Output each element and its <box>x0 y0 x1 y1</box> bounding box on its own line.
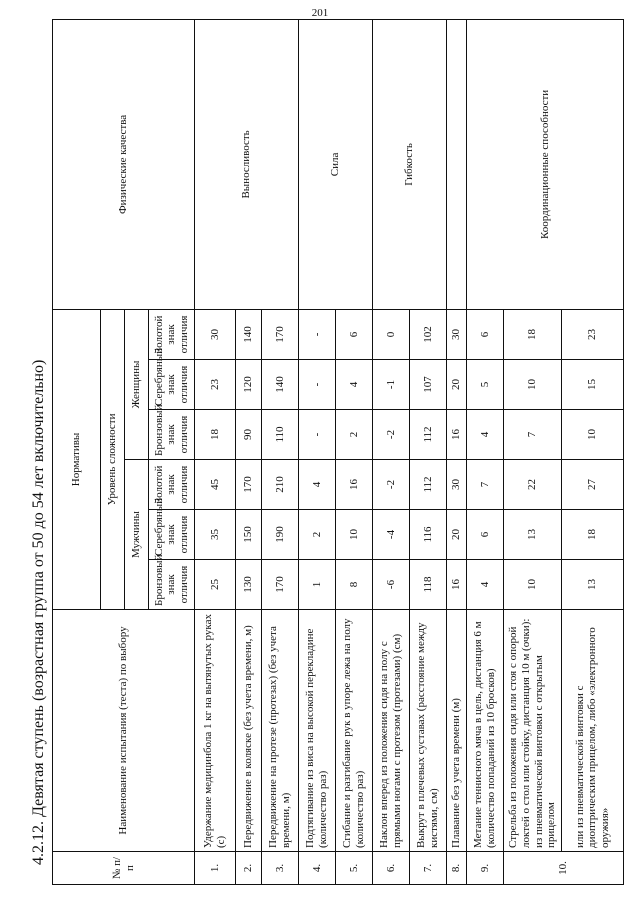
test-name: Удержание медицинбола 1 кг на вытянутых руках (с) <box>195 610 236 852</box>
value-men-silver: 10 <box>336 510 373 560</box>
row-number: 2. <box>236 852 262 885</box>
value-men-bronze: 1 <box>299 560 336 610</box>
value-men-bronze: 118 <box>410 560 447 610</box>
test-name: Плавание без учета времени (м) <box>447 610 467 852</box>
test-name: Подтягивание из виса на высокой перекладине (количество раз) <box>299 610 336 852</box>
test-name: Сгибание и разгибание рук в упоре лежа на полу (количество раз) <box>336 610 373 852</box>
value-women-gold: 0 <box>373 309 410 359</box>
header-men-gold: Золотой знак отличия <box>149 460 195 510</box>
rotated-page-content <box>20 20 620 885</box>
value-men-silver: 35 <box>195 510 236 560</box>
header-num: № п/п <box>53 852 195 885</box>
value-men-bronze: 130 <box>236 560 262 610</box>
value-men-silver: 116 <box>410 510 447 560</box>
header-men: Мужчины <box>125 460 149 610</box>
value-women-bronze: 2 <box>336 410 373 460</box>
row-number: 8. <box>447 852 467 885</box>
test-name: Выкрут в плечевых суставах (расстояние между кистями, см) <box>410 610 447 852</box>
page-number: 201 <box>311 7 329 19</box>
quality-endurance: Выносливость <box>195 19 299 309</box>
header-qualities: Физические качества <box>53 19 195 309</box>
table-row <box>467 19 504 884</box>
value-women-silver: 20 <box>447 360 467 410</box>
value-women-silver: 120 <box>236 360 262 410</box>
value-women-silver: 10 <box>504 360 562 410</box>
value-women-silver: -1 <box>373 360 410 410</box>
value-men-gold: 7 <box>467 460 504 510</box>
section-title: 4.2.12. Девятая ступень (возрастная группа от 50 до 54 лет включительно) <box>30 359 47 865</box>
header-difficulty: Уровень сложности <box>101 309 125 609</box>
value-women-silver: 5 <box>467 360 504 410</box>
value-men-bronze: 25 <box>195 560 236 610</box>
value-men-silver: 6 <box>467 510 504 560</box>
header-women-bronze: Бронзовый знак отличия <box>149 410 195 460</box>
row-number: 5. <box>336 852 373 885</box>
value-women-gold: 170 <box>262 309 299 359</box>
row-number: 1. <box>195 852 236 885</box>
value-men-bronze: 170 <box>262 560 299 610</box>
value-men-gold: 170 <box>236 460 262 510</box>
test-name: или из пневматической винтовки с диоптрическим прицелом, либо «электронного оружия» <box>562 610 624 852</box>
value-women-gold: 30 <box>447 309 467 359</box>
value-men-bronze: 4 <box>467 560 504 610</box>
value-women-gold: 30 <box>195 309 236 359</box>
value-men-bronze: 13 <box>562 560 624 610</box>
table-row <box>447 19 467 884</box>
row-number: 7. <box>410 852 447 885</box>
quality-empty <box>447 19 467 309</box>
test-name: Передвижение в коляске (без учета времени, м) <box>236 610 262 852</box>
value-men-bronze: 8 <box>336 560 373 610</box>
value-women-bronze: -2 <box>373 410 410 460</box>
table-row <box>195 19 236 884</box>
value-women-bronze: 90 <box>236 410 262 460</box>
header-normatives: Нормативы <box>53 309 101 609</box>
value-women-silver: 140 <box>262 360 299 410</box>
value-men-bronze: 10 <box>504 560 562 610</box>
value-women-gold: - <box>299 309 336 359</box>
value-men-gold: -2 <box>373 460 410 510</box>
value-men-silver: 150 <box>236 510 262 560</box>
value-women-bronze: 10 <box>562 410 624 460</box>
test-name: Стрельба из положения сидя или стоя с опорой локтей о стол или стойку, дистанция 10 м (очки): из пневматической винтовки с открытым прицелом <box>504 610 562 852</box>
value-women-gold: 18 <box>504 309 562 359</box>
value-men-bronze: -6 <box>373 560 410 610</box>
value-women-bronze: 16 <box>447 410 467 460</box>
table-row <box>299 19 336 884</box>
value-men-silver: 190 <box>262 510 299 560</box>
value-men-gold: 27 <box>562 460 624 510</box>
value-men-silver: 13 <box>504 510 562 560</box>
value-women-silver: 15 <box>562 360 624 410</box>
quality-strength: Сила <box>299 19 373 309</box>
value-women-bronze: 4 <box>467 410 504 460</box>
value-men-bronze: 16 <box>447 560 467 610</box>
row-number: 10. <box>504 852 624 885</box>
header-women: Женщины <box>125 309 149 459</box>
value-women-gold: 6 <box>467 309 504 359</box>
value-men-gold: 22 <box>504 460 562 510</box>
header-women-silver: Серебряный знак отличия <box>149 360 195 410</box>
row-number: 3. <box>262 852 299 885</box>
header-men-silver: Серебряный знак отличия <box>149 510 195 560</box>
test-name: Метание теннисного мяча в цель, дистанция 6 м (количество попаданий из 10 бросков) <box>467 610 504 852</box>
value-women-bronze: - <box>299 410 336 460</box>
value-women-silver: 23 <box>195 360 236 410</box>
header-name: Наименование испытания (теста) по выбору <box>53 610 195 852</box>
value-women-silver: - <box>299 360 336 410</box>
value-women-silver: 107 <box>410 360 447 410</box>
value-women-gold: 102 <box>410 309 447 359</box>
value-women-bronze: 110 <box>262 410 299 460</box>
table-row <box>373 19 410 884</box>
row-number: 6. <box>373 852 410 885</box>
value-men-silver: 20 <box>447 510 467 560</box>
value-men-silver: 2 <box>299 510 336 560</box>
value-men-silver: 18 <box>562 510 624 560</box>
header-men-bronze: Бронзовый знак отличия <box>149 560 195 610</box>
value-men-gold: 45 <box>195 460 236 510</box>
value-men-gold: 4 <box>299 460 336 510</box>
test-name: Наклон вперед из положения сидя на полу с прямыми ногами с протезом (протезами) (см) <box>373 610 410 852</box>
value-men-gold: 210 <box>262 460 299 510</box>
value-women-bronze: 18 <box>195 410 236 460</box>
row-number: 9. <box>467 852 504 885</box>
normatives-table <box>52 19 624 885</box>
value-women-bronze: 7 <box>504 410 562 460</box>
value-men-gold: 30 <box>447 460 467 510</box>
value-women-gold: 23 <box>562 309 624 359</box>
value-women-gold: 140 <box>236 309 262 359</box>
test-name: Передвижение на протезе (протезах) (без учета времени, м) <box>262 610 299 852</box>
value-women-silver: 4 <box>336 360 373 410</box>
value-men-gold: 112 <box>410 460 447 510</box>
quality-coordination: Координационные способности <box>467 19 624 309</box>
value-men-silver: -4 <box>373 510 410 560</box>
value-women-bronze: 112 <box>410 410 447 460</box>
quality-flexibility: Гибкость <box>373 19 447 309</box>
row-number: 4. <box>299 852 336 885</box>
header-women-gold: Золотой знак отличия <box>149 309 195 359</box>
value-women-gold: 6 <box>336 309 373 359</box>
value-men-gold: 16 <box>336 460 373 510</box>
